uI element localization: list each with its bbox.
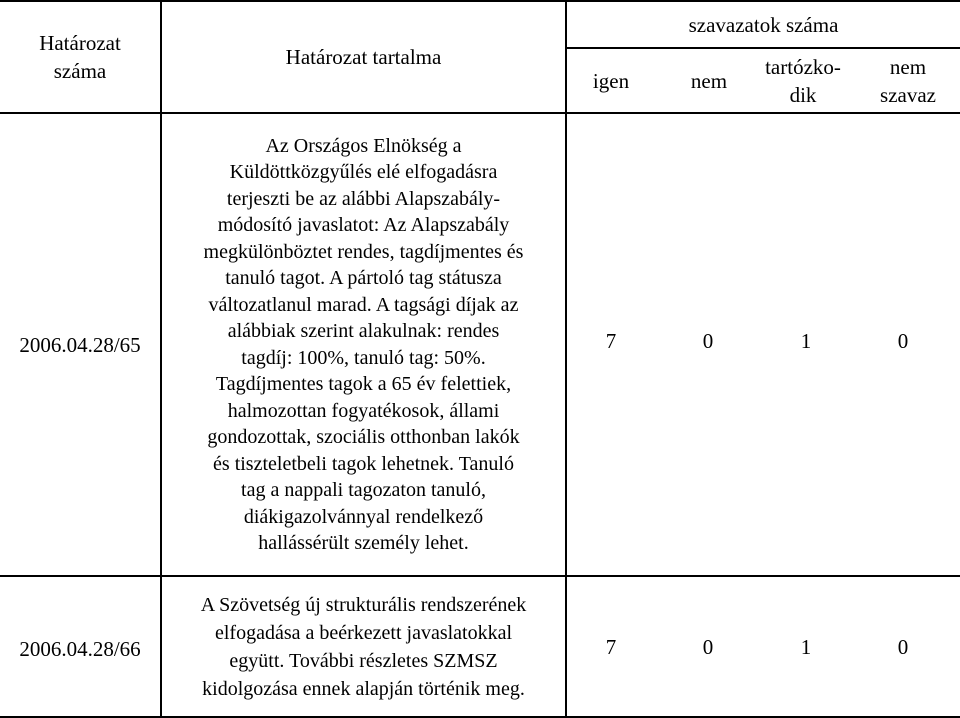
row-2-votes-abstain: 1 xyxy=(800,635,812,659)
header-novote-line-1: nem xyxy=(889,55,927,79)
content-column-divider xyxy=(565,0,567,718)
row-2-votes-yes: 7 xyxy=(605,635,617,659)
header-abstain-line-2: dik xyxy=(789,83,817,107)
row-1-votes-novote: 0 xyxy=(897,329,909,353)
header-number-line-2: száma xyxy=(53,59,107,83)
row-2-resolution-number: 2006.04.28/66 xyxy=(19,636,141,661)
header-vote-no: nem xyxy=(690,69,728,93)
header-resolution-number xyxy=(0,2,160,112)
row-2-votes-novote: 0 xyxy=(897,635,909,659)
header-vote-novote xyxy=(860,50,956,112)
row-1-resolution-number: 2006.04.28/65 xyxy=(19,332,141,357)
header-novote-line-2: szavaz xyxy=(880,83,936,107)
row-2-votes-no: 0 xyxy=(702,635,714,659)
header-number-line-1: Határozat xyxy=(39,31,121,55)
row-1-votes-no: 0 xyxy=(702,329,714,353)
votes-header-divider xyxy=(567,47,960,49)
header-resolution-content: Határozat tartalma xyxy=(285,45,442,69)
header-votes-count: szavazatok száma xyxy=(688,12,839,37)
row-1-votes-yes: 7 xyxy=(605,329,617,353)
header-vote-yes: igen xyxy=(592,69,630,93)
row-2-resolution-content: A Szövetség új strukturális rendszerének elfogadása a beérkezett javaslatokkal együtt. További részletes SZMSZ kidolgozása ennek alapján történik meg. xyxy=(200,593,527,700)
row-1-votes-abstain: 1 xyxy=(800,329,812,353)
header-vote-abstain xyxy=(748,50,858,112)
header-abstain-line-1: tartózko- xyxy=(765,55,841,79)
row-1-resolution-content: Az Országos Elnökség a Küldöttközgyűlés elé elfogadásra terjeszti be az alábbi Alapszabály- módosító javaslatot: Az Alapszabály megkülönböztet rendes, tagdíjmentes és tanuló tagot. A pártoló tag státusza változatlanul marad. A tagsági díjak az alábbiak szerint alakulnak: rendes tagdíj: 100%, tanuló tag: 50%. Tagdíjmentes tagok a 65 év felettiek, halmozottan fogyatékosok, állami gondozottak, szociális otthonban lakók és tiszteletbeli tagok lehetnek. Tanuló tag a nappali tagozaton tanuló, diákigazolvánnyal rendelkező hallássérült személy lehet. xyxy=(203,134,524,554)
